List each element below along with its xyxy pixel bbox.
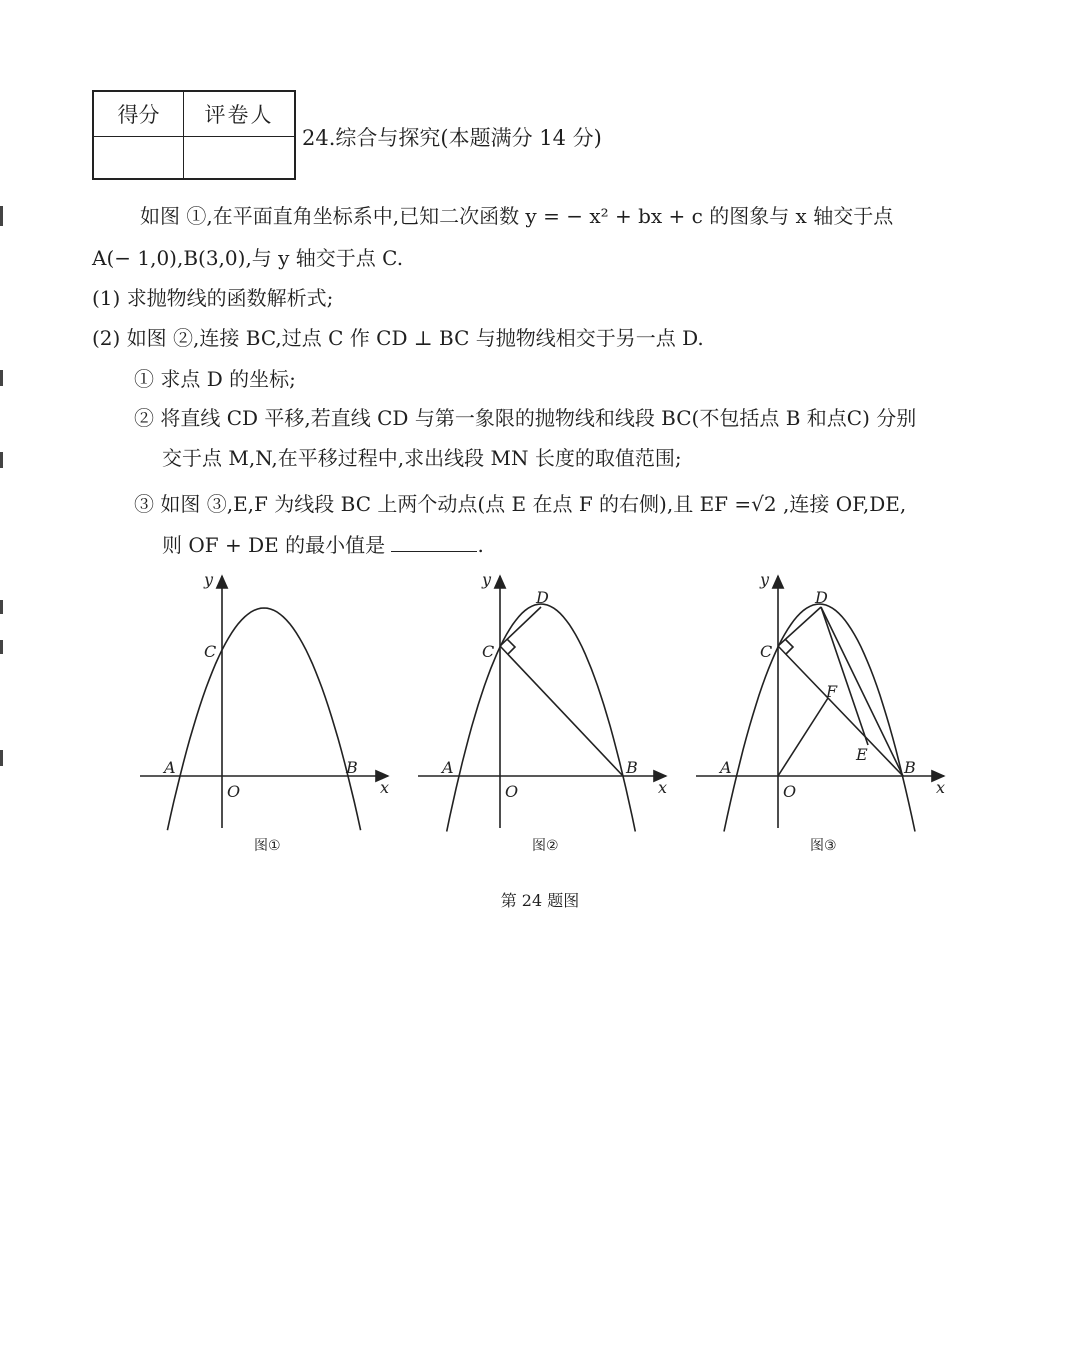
- point-f-label: F: [826, 682, 838, 701]
- sub-question-3-line-1: ③ 如图 ③,E,F 为线段 BC 上两个动点(点 E 在点 F 的右侧),且 EF =√2 ,连接 OF,DE,: [134, 492, 907, 516]
- point-c-label: C: [482, 642, 495, 661]
- point-b-label: B: [346, 758, 358, 777]
- point-b-label: B: [904, 758, 916, 777]
- sub-question-2-line-2: 交于点 M,N,在平移过程中,求出线段 MN 长度的取值范围;: [162, 446, 682, 470]
- point-d-label: D: [815, 588, 828, 607]
- point-c-label: C: [760, 642, 773, 661]
- figure-2-caption: 图②: [532, 838, 559, 854]
- point-b-label: B: [626, 758, 638, 777]
- y-axis-label: y: [760, 570, 770, 589]
- intro-line-2: A(− 1,0),B(3,0),与 y 轴交于点 C.: [92, 246, 404, 270]
- point-c-label: C: [204, 642, 217, 661]
- right-angle-mark: [785, 639, 793, 654]
- point-e-label: E: [856, 745, 868, 764]
- x-axis-label: x: [658, 778, 668, 797]
- x-axis-label: x: [380, 778, 390, 797]
- segment-de: [821, 607, 868, 745]
- point-a-label: A: [442, 758, 454, 777]
- sub-question-2-line-1: ② 将直线 CD 平移,若直线 CD 与第一象限的抛物线和线段 BC(不包括点 B 和点C) 分别: [134, 406, 917, 430]
- parabola: [167, 608, 360, 830]
- part-2: (2) 如图 ②,连接 BC,过点 C 作 CD ⊥ BC 与抛物线相交于另一点 D.: [92, 326, 704, 350]
- part-1: (1) 求抛物线的函数解析式;: [92, 286, 334, 310]
- intro-line-1: 如图 ①,在平面直角坐标系中,已知二次函数 y = − x² + bx + c 的图象与 x 轴交于点: [140, 204, 894, 228]
- figure-3: [696, 576, 944, 832]
- right-angle-mark: [507, 639, 515, 654]
- figure-3-caption: 图③: [810, 838, 837, 854]
- sub-question-3-text: 则 OF + DE 的最小值是: [162, 533, 386, 557]
- point-a-label: A: [164, 758, 176, 777]
- segment-cd: [500, 607, 541, 646]
- figure-group-caption: 第 24 题图: [500, 891, 580, 910]
- point-a-label: A: [720, 758, 732, 777]
- figure-1: [140, 576, 388, 830]
- segment-cd: [778, 607, 821, 646]
- parabola: [447, 604, 636, 832]
- score-header: 得分: [94, 92, 184, 137]
- grader-header: 评卷人: [184, 92, 294, 137]
- origin-label: O: [505, 782, 519, 801]
- question-title: 24.综合与探究(本题满分 14 分): [302, 126, 602, 150]
- sub-question-3-end: .: [477, 533, 484, 557]
- x-axis-label: x: [936, 778, 946, 797]
- segment-of: [778, 698, 828, 776]
- y-axis-label: y: [482, 570, 492, 589]
- sub-question-1: ① 求点 D 的坐标;: [134, 367, 296, 391]
- figure-1-caption: 图①: [254, 838, 281, 854]
- figure-2: [418, 576, 666, 832]
- point-d-label: D: [536, 588, 549, 607]
- parabola: [724, 604, 915, 832]
- segment-bc: [500, 646, 623, 776]
- y-axis-label: y: [204, 570, 214, 589]
- origin-label: O: [783, 782, 797, 801]
- origin-label: O: [227, 782, 241, 801]
